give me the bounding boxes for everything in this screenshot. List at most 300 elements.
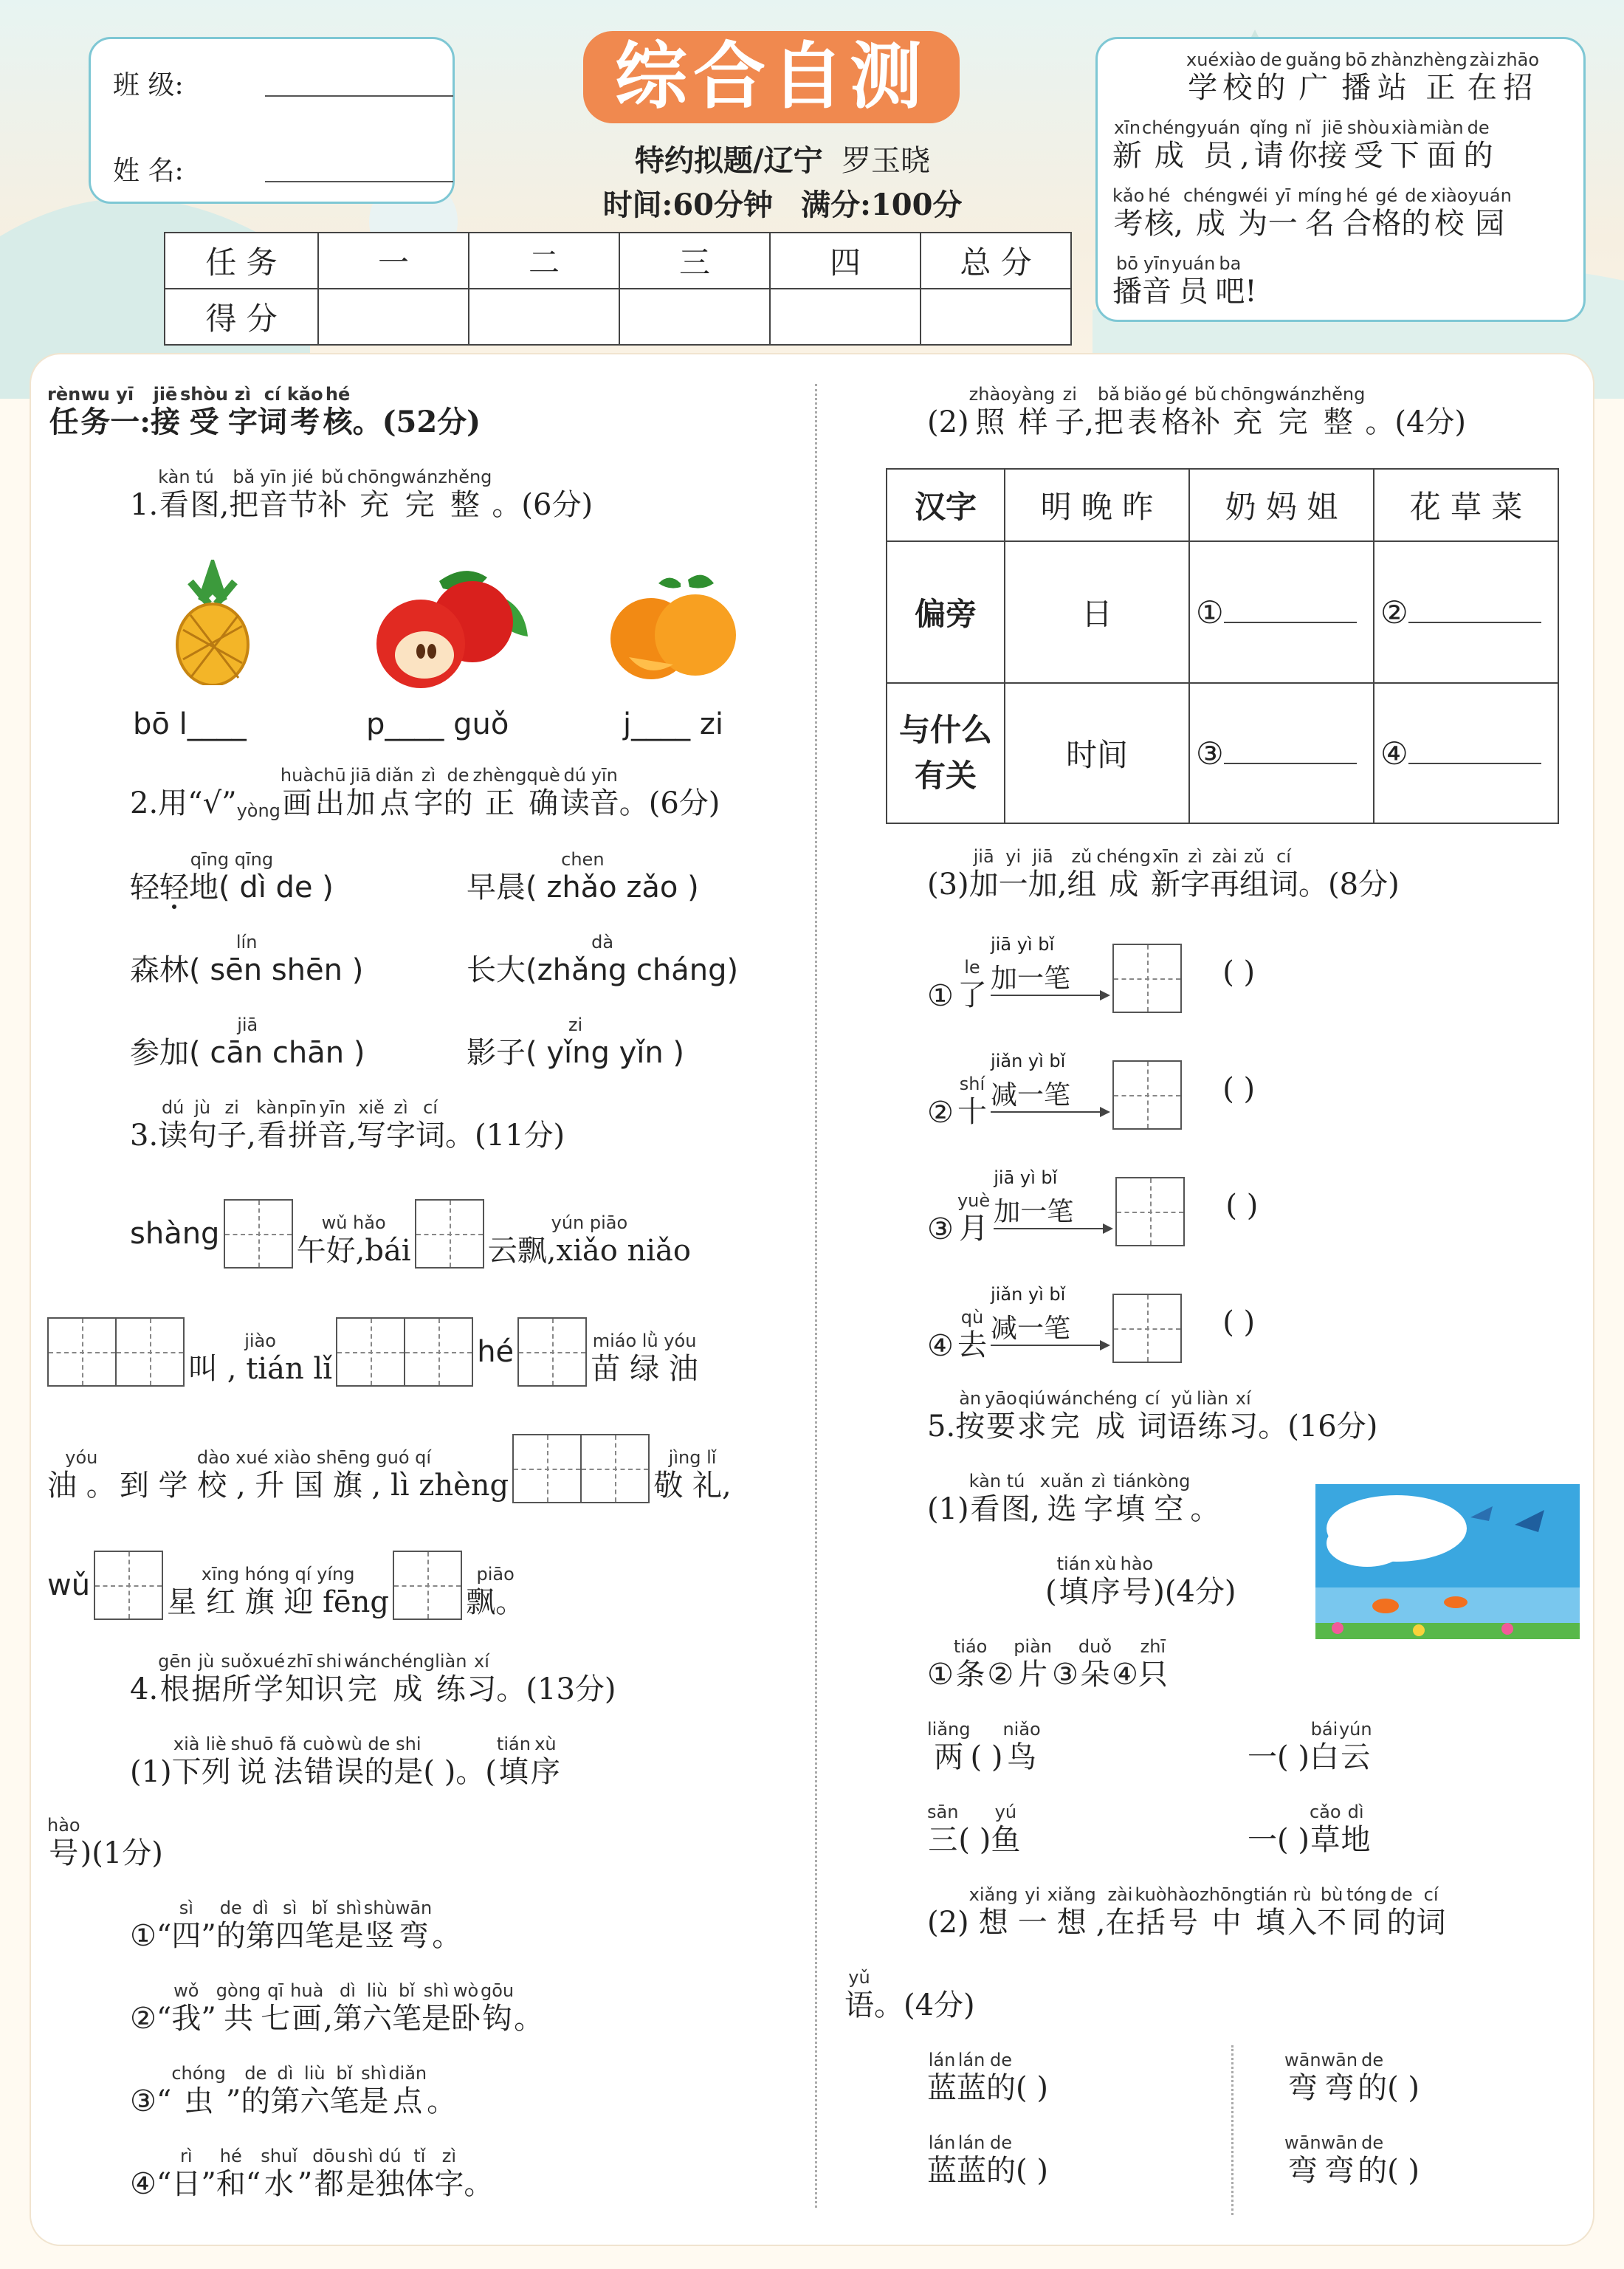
pinyin-char: jiē 接 [150,384,180,439]
pinyin-char: shì 是 [345,2146,376,2201]
q5-2-title [927,1884,1446,1940]
add-stroke-arrow: jiā yì bǐ 加一笔 [994,1190,1112,1234]
pinyin-char: yīn 音 [258,467,289,522]
pinyin-char: zhāo 招 [1496,49,1540,105]
pinyin-char: ( ) [970,1740,1003,1774]
pinyin-char: shuō 说 [230,1734,274,1789]
pinyin-char: gēn 根 [158,1651,192,1706]
q4-3-item: ③ yuè 月 jiā yì bǐ 加一笔 ( ) [927,1167,1259,1246]
pinyin-char: lán 蓝 [927,2132,957,2188]
pinyin-char: , [1031,1492,1040,1526]
pinyin-char: miàn 面 [1419,117,1464,173]
table-row: 与什么 有关 时间 ③ ④ [887,683,1558,823]
pinyin-char: ! [1245,275,1257,309]
pinyin-char: bǐ 笔 [392,1980,422,2036]
pinyin-char: zǔ 组 [1239,846,1270,902]
pinyin-char: 4. [130,1672,159,1706]
pinyin-char: bǔ 补 [317,467,348,522]
pinyin-char: , [1239,139,1250,173]
name-row: 姓 名: [113,150,453,188]
pinyin-char: bǐ 笔 [304,1898,334,1953]
char-grid-input[interactable] [517,1317,587,1387]
q2-item: qīng qīng 轻轻地( dì de ) [130,849,334,904]
pinyin-char: hé 核 [1144,185,1174,241]
pinyin-char: ” [201,2002,216,2036]
pinyin-char: )(4分) [1153,1575,1236,1609]
pinyin-char: hé 合 [1342,185,1372,241]
pinyin-char: dì 第 [333,1980,362,2036]
pinyin-char: shuǐ 水 [261,2146,297,2201]
q1-title [130,467,593,523]
pinyin-char: (1) [927,1492,969,1526]
pinyin-char: gé 格 [1161,384,1191,439]
table-answer-cell[interactable]: ① [1189,541,1374,683]
q3-line: jiào 叫 , tián lǐ hé miáo lǜ yóu 苗 绿 油 [47,1317,698,1387]
pinyin-char: wán 完 [343,1651,381,1706]
time-score-line: 时间:60分钟 满分:100分 [602,188,963,222]
pinyin-char: zhī 知 [284,1651,314,1706]
pinyin-char: niǎo 鸟 [1002,1719,1041,1774]
pinyin-char: , [347,1119,357,1153]
q5-fill-item[interactable] [927,1802,1020,1858]
pinyin-char: yī 一 [1267,185,1298,241]
answer-divider [1231,2045,1234,2215]
score-table-score-row [165,289,1071,345]
pinyin-char: zhī 只 [1138,1636,1168,1692]
pinyin-char: wu 务 [80,384,111,439]
pinyin-char: dú 读 [560,765,590,820]
pinyin-char: 一( ) [1248,1823,1310,1857]
pinyin-char: wān 弯 [1284,2132,1321,2188]
pinyin-char: liàn 练 [435,1651,467,1706]
q5-2-answer[interactable] [1284,2050,1420,2106]
pinyin-char: diǎn 点 [388,2063,427,2118]
pinyin-char: liù 六 [300,2063,330,2118]
pinyin-char: 3. [130,1119,159,1153]
word-answer[interactable]: ( ) [1225,1188,1259,1223]
pinyin-char: gōu 钩 [481,1980,515,2036]
pinyin-char: sì 四 [171,1898,202,1953]
pinyin-char: lán 蓝 [957,2132,986,2188]
q4-3-title [927,846,1400,902]
pinyin-char: ②“ [130,2002,172,2036]
pinyin-char: cí 词 [1269,846,1299,902]
score-input[interactable] [770,289,921,345]
score-cell: 四 [770,233,921,289]
pinyin-char: shì 是 [334,1898,364,1953]
pinyin-char: zi 子 [1055,384,1085,439]
pinyin-char: xí 习 [467,1651,497,1706]
pinyin-char: 一( ) [1248,1740,1310,1774]
pinyin-char: jiā 加 [345,765,376,820]
pinyin-char: xué 学 [1186,49,1219,105]
pinyin-char: zài 在 [1467,49,1497,105]
char-grid-input[interactable] [224,1199,293,1269]
pinyin-char: yi 一 [1017,1884,1047,1940]
pinyin-char: de 的 [364,1734,394,1789]
char-grid-input[interactable] [1112,1060,1182,1130]
table-answer-cell[interactable]: ④ [1374,683,1558,823]
pinyin-char: kàn 看 [255,1097,289,1153]
q2-option[interactable]: ( dì de ) [219,871,334,904]
pinyin-char: biǎo 表 [1123,384,1162,439]
pinyin-char: kàn 看 [968,1471,1002,1526]
word-answer[interactable]: ( ) [1222,955,1256,989]
q1-answer-1[interactable]: bō l____ [133,707,247,741]
remove-stroke-arrow: jiǎn yì bǐ 减一笔 [991,1073,1109,1117]
pinyin-char: wù 误 [334,1734,365,1789]
q4-1-title-cont [47,1815,163,1871]
pinyin-char: xiào 校 [1219,49,1256,105]
pinyin-char: cǎo 草 [1309,1802,1341,1857]
pinyin-char: (2) [927,405,969,439]
pinyin-char: qī 七 [261,1980,291,2036]
pinyin-char: ① [927,1658,954,1692]
pinyin-char: yāo 要 [985,1388,1017,1444]
pinyin-char: 。 [432,1919,462,1953]
q5-1-title-cont [1045,1554,1236,1610]
pinyin-char: zì 字 [413,765,444,820]
score-input[interactable] [318,289,469,345]
pinyin-char: bǎ 把 [1093,384,1124,439]
pinyin-char: 。 [1190,1492,1220,1526]
pinyin-char: zì 字 [227,384,258,439]
pinyin-char: zì 字 [386,1097,416,1153]
pinyin-char: hào 号 [47,1815,80,1870]
pinyin-char: 。(8分) [1298,868,1400,902]
pinyin-char: dì 第 [245,1898,275,1953]
pinyin-char: suǒ 所 [221,1651,252,1706]
pinyin-char: bō 播 [1112,253,1142,309]
pinyin-char: zì 字 [1180,846,1211,902]
pinyin-char: wǒ 我 [171,1980,202,2036]
pinyin-char: liè 列 [201,1734,231,1789]
pinyin-char: xuǎn 选 [1039,1471,1084,1526]
pinyin-char: fǎ 法 [273,1734,303,1789]
remove-stroke-arrow: jiǎn yì bǐ 减一笔 [991,1306,1109,1350]
pinyin-char: xià 下 [171,1734,202,1789]
pinyin-char: yòng [236,800,281,821]
pinyin-char: , [323,2002,333,2036]
pinyin-char: àn 按 [955,1388,985,1444]
pinyin-char: liàn 练 [1196,1388,1229,1444]
pinyin-char: wéi 为 [1237,185,1268,241]
pinyin-char: zhào 照 [968,384,1011,439]
pinyin-char: ( ) [1387,2154,1420,2188]
q5-2-answer[interactable] [927,2050,1048,2106]
pinyin-char: bù 不 [1317,1884,1347,1940]
pinyin-char: rù 入 [1287,1884,1318,1940]
name-input[interactable] [265,156,453,182]
pinyin-char: qiú 求 [1016,1388,1047,1444]
q4-3-item: ④ qù 去 jiǎn yì bǐ 减一笔 ( ) [927,1284,1256,1363]
pinyin-char: yàng 样 [1011,384,1056,439]
pinyin-char: yuán 员 [1196,117,1240,173]
char-grid-input[interactable] [336,1317,405,1387]
pinyin-char: wān 弯 [1321,2050,1358,2105]
pinyin-char: 。(52分) [352,405,481,439]
q5-title [927,1388,1377,1444]
pinyin-char: chōng 充 [347,467,402,522]
announce-line [1112,117,1493,174]
pinyin-char: wò 卧 [451,1980,481,2036]
pinyin-char: zi 子 [217,1097,247,1153]
pinyin-char: nǐ 你 [1288,117,1318,173]
q4-3-item: ② shí 十 jiǎn yì bǐ 减一笔 ( ) [927,1051,1256,1130]
pinyin-char: bō 播 [1341,49,1372,105]
char-grid-input[interactable] [580,1434,650,1503]
pinyin-char: xīn 新 [1112,117,1142,173]
pinyin-char: ( [1045,1575,1057,1609]
pinyin-char: ” [225,2084,241,2118]
pinyin-char: cí 词 [1137,1388,1167,1444]
pinyin-char: ( ) [1016,2154,1048,2188]
q4-option [130,1980,543,2036]
pinyin-char: de 的 [1256,49,1286,105]
pinyin-char: de 的 [1358,2132,1388,2188]
pinyin-char: xiǎng 想 [1047,1884,1096,1940]
q1-answer-3[interactable]: j____ zi [623,707,723,741]
pinyin-char: )(1分) [80,1836,163,1870]
pinyin-char: xù 序 [530,1734,560,1789]
pinyin-char: wān 弯 [1321,2132,1358,2188]
pinyin-char: dì 地 [1341,1802,1371,1857]
q2-item: jiā 参加( cān chān ) [130,1015,365,1070]
q2-option[interactable]: (zhǎng cháng) [526,953,739,987]
pinyin-char: 。 [464,2167,494,2201]
pinyin-char: 。(16分) [1258,1410,1378,1444]
pinyin-char: xià 下 [1389,117,1420,173]
pinyin-char: chū 出 [314,765,346,820]
pinyin-char: zǔ 组 [1067,846,1097,902]
announce-line [1112,253,1256,309]
pinyin-char: tián 填 [1113,1471,1148,1526]
pinyin-char: de 的 [216,1898,246,1953]
pinyin-char: cí 词 [1416,1884,1446,1940]
word-answer[interactable]: ( ) [1222,1305,1256,1339]
pinyin-char: zì 字 [1084,1471,1114,1526]
q5-fill-item[interactable] [1248,1719,1372,1775]
pinyin-char: xí 习 [1228,1388,1259,1444]
score-input[interactable] [619,289,770,345]
pinyin-char: wān 弯 [1284,2050,1321,2105]
pinyin-char: zài 再 [1210,846,1240,902]
pinyin-char: dōu 都 [312,2146,346,2201]
class-row: 班 级: [113,64,453,102]
pinyin-char: yīn 音 [317,1097,348,1153]
q4-title [130,1651,616,1707]
pinyin-char: duǒ 朵 [1078,1636,1112,1692]
score-table [164,232,1072,346]
pinyin-char: chéng 成 [1083,1388,1138,1444]
pinyin-char: lán 蓝 [957,2050,986,2105]
pinyin-char: yú 鱼 [991,1802,1021,1857]
pinyin-char: yún 云 [1338,1719,1372,1774]
score-input[interactable] [921,289,1071,345]
score-cell: 二 [469,233,619,289]
pinyin-char: 。 [514,2002,544,2036]
pinyin-char: tǐ 体 [405,2146,435,2201]
pinyin-char: ④“ [130,2167,172,2201]
pinyin-char: sì 四 [275,1898,305,1953]
pinyin-char: 。(6分) [619,786,720,820]
pinyin-char: dú 读 [158,1097,188,1153]
q1-answer-2[interactable]: p____ guǒ [366,707,509,741]
pinyin-char: de 的 [443,765,473,820]
pinyin-char: què 确 [526,765,560,820]
q5-2-answer[interactable] [927,2132,1048,2189]
pinyin-char: gé 格 [1372,185,1402,241]
pinyin-char: liù 六 [362,1980,392,2036]
char-grid-input[interactable] [1115,1177,1185,1246]
pinyin-char: dì 第 [270,2063,300,2118]
q3-line: yóu 油 。 dào xué xiào shēng guó qí 到 学 校 , 升 国 旗 , lì zhèng jìng lǐ 敬 礼, [47,1434,732,1503]
pinyin-char: , [219,488,230,522]
pinyin-char: tiáo 条 [953,1636,988,1692]
char-grid-input[interactable] [94,1551,163,1620]
q5-2-answer[interactable] [1284,2132,1420,2189]
pinyin-char: yǔ 语 [1166,1388,1197,1444]
pinyin-char: chéng 成 [1183,185,1238,241]
pinyin-char: wān 弯 [395,1898,433,1953]
table-row: 偏旁 日 ① ② [887,541,1558,683]
q2-item: lín 森林( sēn shēn ) [130,932,364,987]
pinyin-char: hé 和 [216,2146,246,2201]
pinyin-char: de 的 [986,2132,1016,2188]
apple-icon [362,563,531,688]
pinyin-char: rèn 任 [47,384,81,439]
pineapple-icon [168,560,257,685]
pinyin-char: xiě 写 [357,1097,387,1153]
pinyin-char: , [1057,868,1067,902]
pinyin-char: jù 句 [187,1097,218,1153]
q2-option[interactable]: ( sēn shēn ) [189,953,364,987]
char-grid-input[interactable] [393,1551,462,1620]
pinyin-char: xué 学 [252,1651,285,1706]
score-cell: 三 [619,233,770,289]
q2-item: dà 长大(zhǎng cháng) [467,932,739,987]
char-grid-input[interactable] [415,1199,484,1269]
pinyin-char: ( ) [1387,2071,1420,2105]
page-title: 综合自测 [583,31,960,123]
q5-1-title [927,1471,1219,1527]
pinyin-char: chōng 充 [1220,384,1275,439]
pinyin-char: yi 一 [998,846,1028,902]
score-cell: 总 分 [921,233,1071,289]
pinyin-char: wán 完 [1274,384,1312,439]
pinyin-char: dú 独 [375,2146,405,2201]
pinyin-char: kàn 看 [158,467,190,522]
pinyin-char: de 的 [986,2050,1016,2105]
pinyin-char: ( ) [958,1823,991,1857]
pinyin-char: chéng 成 [1142,117,1197,173]
pinyin-char: jù 据 [191,1651,221,1706]
q2-option[interactable]: ( yǐng yǐn ) [526,1036,685,1070]
score-cell: 一 [318,233,469,289]
pinyin-char: tú 图 [190,467,220,522]
pinyin-char: cí 词 [416,1097,446,1153]
pinyin-char: zì 字 [434,2146,464,2201]
pinyin-char: tián 填 [1253,1884,1288,1940]
pinyin-char: xù 序 [1090,1554,1121,1609]
char-grid-input[interactable] [1112,944,1182,1013]
q2-title [130,765,720,821]
orange-icon [607,569,740,687]
q5-fill-item[interactable] [1248,1802,1371,1858]
pinyin-char: ” [201,1919,216,1953]
pinyin-char: ba 吧 [1215,253,1245,309]
pinyin-char: shòu 受 [179,384,228,439]
pinyin-char: ③“ [130,2084,172,2118]
pinyin-char: jiā 加 [1028,846,1058,902]
pinyin-char: (2) [927,1906,969,1940]
table-answer-cell[interactable]: ② [1374,541,1558,683]
pinyin-char: bǎ 把 [229,467,259,522]
pinyin-char: míng 名 [1297,185,1343,241]
pinyin-char: kǎo 考 [1112,185,1145,241]
pinyin-char: , [247,1119,256,1153]
announcement-box [1095,37,1586,322]
pinyin-char: 。(4分) [874,1988,975,2022]
table-row: 汉字 明 晚 昨 奶 妈 姐 花 草 菜 [887,469,1558,541]
pinyin-char: wán 完 [1046,1388,1084,1444]
q2-option[interactable]: ( cān chān ) [189,1036,365,1070]
q4-option [130,2063,456,2119]
pinyin-char: jié 节 [288,467,318,522]
q2-option[interactable]: ( zhǎo zǎo ) [526,871,699,904]
score-cell: 任 务 [165,233,318,289]
pinyin-char: yuán 园 [1468,185,1512,241]
char-grid-input[interactable] [404,1317,473,1387]
pinyin-char: 2.用“√” [130,786,237,820]
pinyin-char: liǎng 两 [927,1719,971,1774]
pinyin-char: jiē 接 [1318,117,1348,173]
class-input[interactable] [265,70,453,97]
pinyin-char: ④ [1112,1658,1138,1692]
pinyin-char: wán 完 [401,467,438,522]
char-grid-input[interactable] [512,1434,582,1503]
char-grid-input[interactable] [115,1317,185,1387]
pinyin-char: hào 号 [1120,1554,1154,1609]
q5-fill-item[interactable] [927,1719,1041,1775]
add-stroke-arrow: jiā yì bǐ 加一笔 [991,956,1109,1000]
pinyin-char: de 的 [1386,1884,1417,1940]
pinyin-char: rì 日 [171,2146,202,2201]
pinyin-char: xiào 校 [1431,185,1468,241]
pinyin-char: de 的 [1463,117,1493,173]
pinyin-char: tián 填 [1056,1554,1091,1609]
pinyin-char: kǎo 考 [286,384,323,439]
char-grid-input[interactable] [47,1317,117,1387]
pinyin-char: kòng 空 [1147,1471,1191,1526]
pinyin-char: yǔ 语 [844,1967,874,2022]
pinyin-char: zhèng 正 [472,765,527,820]
pinyin-char: 。(4分) [1365,405,1467,439]
pinyin-char: de 的 [1358,2050,1388,2105]
word-answer[interactable]: ( ) [1222,1071,1256,1106]
pinyin-char: ①“ [130,1919,172,1953]
pinyin-char: 。 [427,2084,457,2118]
pinyin-char: diǎn 点 [375,765,414,820]
score-input[interactable] [469,289,619,345]
table-answer-cell[interactable]: ③ [1189,683,1374,823]
author-line: 特约拟题/辽宁 罗玉晓 [634,143,931,178]
pinyin-char: hào 号 [1166,1884,1200,1940]
char-grid-input[interactable] [1112,1294,1182,1363]
pinyin-char: , [1174,207,1184,241]
pinyin-char: shù 竖 [363,1898,396,1953]
pinyin-char: tián 填 [496,1734,531,1789]
